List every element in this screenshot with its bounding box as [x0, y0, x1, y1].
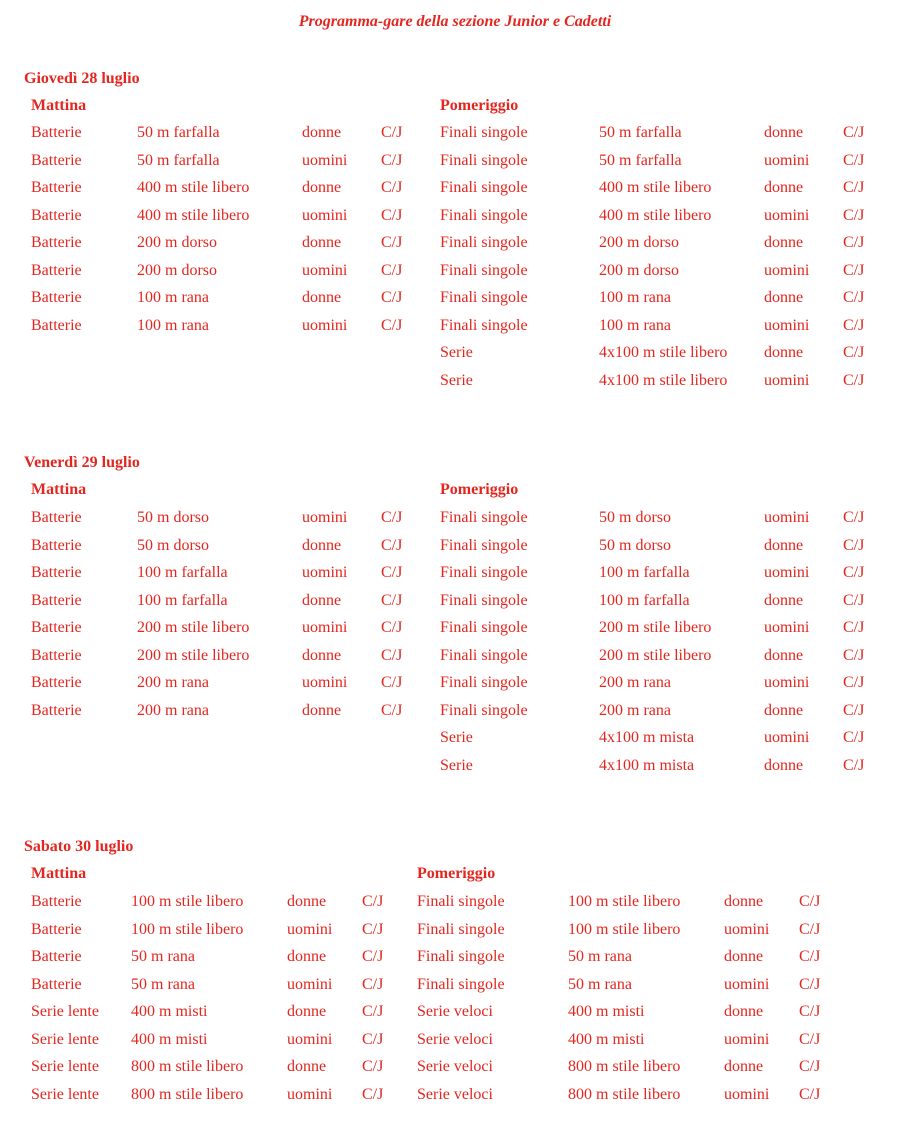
event-gender: donne — [302, 124, 342, 141]
event-distance: 200 m stile libero — [599, 646, 712, 664]
event-type: Finali singole — [440, 289, 528, 306]
event-category: C/J — [843, 371, 865, 389]
event-gender: uomini — [302, 509, 348, 526]
event-gender: uomini — [302, 151, 348, 169]
morning-heading: Mattina — [31, 865, 87, 882]
event-category: C/J — [381, 674, 403, 691]
event-gender: donne — [764, 701, 804, 719]
event-distance: 100 m rana — [137, 316, 209, 334]
event-type: Batterie — [31, 316, 82, 334]
event-gender: uomini — [302, 619, 348, 636]
event-category: C/J — [843, 151, 865, 169]
event-type: Finali singole — [440, 701, 528, 719]
event-gender: donne — [302, 646, 342, 664]
event-distance: 4x100 m stile libero — [599, 371, 728, 389]
event-distance: 100 m stile libero — [131, 893, 244, 910]
event-category: C/J — [843, 124, 865, 141]
event-gender: donne — [764, 756, 804, 774]
event-gender: uomini — [764, 509, 810, 526]
event-type: Serie veloci — [417, 1085, 493, 1103]
event-type: Batterie — [31, 674, 82, 691]
event-type: Batterie — [31, 179, 82, 196]
event-gender: uomini — [287, 1030, 333, 1048]
event-type: Batterie — [31, 289, 82, 306]
event-type: Finali singole — [440, 674, 528, 691]
event-category: C/J — [843, 564, 865, 581]
event-type: Finali singole — [440, 509, 528, 526]
event-gender: uomini — [724, 1030, 770, 1048]
event-distance: 100 m stile libero — [131, 920, 244, 938]
event-category: C/J — [843, 289, 865, 306]
event-distance: 200 m dorso — [137, 261, 217, 279]
event-category: C/J — [843, 344, 865, 361]
event-type: Batterie — [31, 591, 82, 609]
event-gender: uomini — [764, 674, 810, 691]
event-distance: 100 m rana — [137, 289, 209, 306]
event-category: C/J — [381, 234, 403, 251]
event-distance: 100 m rana — [599, 289, 671, 306]
event-gender: donne — [764, 591, 804, 609]
event-distance: 200 m dorso — [137, 234, 217, 251]
event-distance: 50 m farfalla — [137, 151, 220, 169]
event-type: Serie veloci — [417, 1003, 493, 1020]
event-distance: 50 m dorso — [599, 536, 671, 554]
event-category: C/J — [381, 619, 403, 636]
afternoon-heading: Pomeriggio — [440, 481, 519, 498]
event-distance: 100 m stile libero — [568, 893, 681, 910]
event-gender: donne — [302, 234, 342, 251]
event-distance: 100 m farfalla — [137, 591, 228, 609]
event-type: Batterie — [31, 619, 82, 636]
event-gender: donne — [724, 948, 764, 965]
event-type: Batterie — [31, 893, 82, 910]
day-heading: Giovedì 28 luglio — [24, 70, 140, 87]
event-distance: 800 m stile libero — [568, 1058, 681, 1075]
event-distance: 200 m stile libero — [599, 619, 712, 636]
event-distance: 50 m rana — [568, 948, 632, 965]
event-distance: 800 m stile libero — [131, 1058, 244, 1075]
event-category: C/J — [362, 920, 384, 938]
event-gender: uomini — [302, 674, 348, 691]
event-category: C/J — [843, 234, 865, 251]
event-type: Batterie — [31, 920, 82, 938]
event-distance: 200 m rana — [137, 701, 209, 719]
event-distance: 400 m misti — [568, 1003, 645, 1020]
event-gender: uomini — [764, 261, 810, 279]
event-gender: donne — [764, 289, 804, 306]
event-category: C/J — [362, 1030, 384, 1048]
event-type: Batterie — [31, 124, 82, 141]
event-type: Finali singole — [440, 591, 528, 609]
event-category: C/J — [799, 948, 821, 965]
event-gender: uomini — [764, 619, 810, 636]
event-distance: 100 m farfalla — [137, 564, 228, 581]
event-gender: uomini — [724, 975, 770, 993]
event-distance: 200 m dorso — [599, 261, 679, 279]
event-type: Serie veloci — [417, 1058, 493, 1075]
event-distance: 50 m rana — [131, 975, 195, 993]
event-category: C/J — [381, 536, 403, 554]
event-category: C/J — [381, 509, 403, 526]
event-type: Batterie — [31, 564, 82, 581]
event-gender: donne — [764, 344, 804, 361]
event-category: C/J — [381, 151, 403, 169]
event-type: Finali singole — [440, 536, 528, 554]
event-type: Serie lente — [31, 1085, 99, 1103]
event-gender: donne — [302, 591, 342, 609]
event-gender: uomini — [302, 261, 348, 279]
event-gender: donne — [287, 1003, 327, 1020]
morning-heading: Mattina — [31, 97, 87, 114]
event-distance: 100 m farfalla — [599, 564, 690, 581]
event-gender: donne — [724, 893, 764, 910]
event-distance: 400 m misti — [131, 1030, 208, 1048]
event-type: Serie — [440, 729, 473, 746]
event-distance: 400 m misti — [568, 1030, 645, 1048]
event-category: C/J — [799, 975, 821, 993]
event-gender: uomini — [764, 316, 810, 334]
event-type: Serie lente — [31, 1003, 99, 1020]
event-category: C/J — [843, 316, 865, 334]
morning-heading: Mattina — [31, 481, 87, 498]
event-gender: donne — [764, 536, 804, 554]
event-type: Finali singole — [417, 893, 505, 910]
event-gender: uomini — [764, 206, 810, 224]
document-title: Programma-gare della sezione Junior e Cadetti — [298, 13, 612, 30]
event-category: C/J — [362, 948, 384, 965]
event-distance: 50 m farfalla — [599, 124, 682, 141]
event-category: C/J — [381, 316, 403, 334]
event-category: C/J — [799, 920, 821, 938]
event-gender: donne — [287, 948, 327, 965]
event-category: C/J — [381, 124, 403, 141]
afternoon-heading: Pomeriggio — [440, 97, 519, 114]
event-distance: 4x100 m stile libero — [599, 344, 728, 361]
event-type: Serie veloci — [417, 1030, 493, 1048]
event-category: C/J — [362, 1085, 384, 1103]
event-type: Finali singole — [440, 564, 528, 581]
event-type: Serie — [440, 371, 473, 389]
event-category: C/J — [381, 591, 403, 609]
event-distance: 100 m farfalla — [599, 591, 690, 609]
event-distance: 400 m stile libero — [599, 179, 712, 196]
event-category: C/J — [843, 729, 865, 746]
event-distance: 4x100 m mista — [599, 756, 695, 774]
event-distance: 200 m rana — [137, 674, 209, 691]
event-category: C/J — [843, 674, 865, 691]
day-heading: Venerdì 29 luglio — [24, 454, 140, 471]
event-category: C/J — [362, 893, 384, 910]
event-category: C/J — [843, 756, 865, 774]
event-category: C/J — [381, 179, 403, 196]
event-gender: donne — [764, 234, 804, 251]
event-category: C/J — [362, 1003, 384, 1020]
event-distance: 400 m misti — [131, 1003, 208, 1020]
event-type: Finali singole — [440, 124, 528, 141]
event-category: C/J — [381, 701, 403, 719]
event-distance: 100 m rana — [599, 316, 671, 334]
event-distance: 50 m farfalla — [137, 124, 220, 141]
event-type: Batterie — [31, 261, 82, 279]
event-distance: 800 m stile libero — [131, 1085, 244, 1103]
event-category: C/J — [843, 646, 865, 664]
event-distance: 200 m stile libero — [137, 646, 250, 664]
event-type: Batterie — [31, 206, 82, 224]
event-distance: 200 m stile libero — [137, 619, 250, 636]
event-gender: donne — [764, 646, 804, 664]
event-type: Batterie — [31, 701, 82, 719]
event-category: C/J — [799, 1085, 821, 1103]
event-gender: uomini — [724, 920, 770, 938]
event-distance: 50 m dorso — [137, 509, 209, 526]
event-gender: donne — [287, 893, 327, 910]
event-category: C/J — [843, 591, 865, 609]
event-gender: donne — [287, 1058, 327, 1075]
event-type: Finali singole — [440, 234, 528, 251]
event-type: Finali singole — [440, 619, 528, 636]
event-category: C/J — [381, 646, 403, 664]
event-distance: 400 m stile libero — [137, 206, 250, 224]
event-category: C/J — [843, 619, 865, 636]
event-gender: uomini — [724, 1085, 770, 1103]
event-category: C/J — [381, 564, 403, 581]
event-gender: uomini — [287, 975, 333, 993]
event-distance: 200 m rana — [599, 674, 671, 691]
event-type: Batterie — [31, 948, 82, 965]
event-distance: 400 m stile libero — [599, 206, 712, 224]
event-category: C/J — [381, 261, 403, 279]
event-distance: 400 m stile libero — [137, 179, 250, 196]
event-distance: 200 m rana — [599, 701, 671, 719]
event-gender: donne — [764, 124, 804, 141]
event-type: Finali singole — [440, 179, 528, 196]
event-type: Finali singole — [417, 975, 505, 993]
event-type: Batterie — [31, 646, 82, 664]
event-category: C/J — [843, 206, 865, 224]
event-type: Batterie — [31, 151, 82, 169]
event-category: C/J — [362, 975, 384, 993]
event-category: C/J — [381, 206, 403, 224]
event-type: Finali singole — [417, 948, 505, 965]
event-gender: uomini — [287, 1085, 333, 1103]
event-type: Batterie — [31, 509, 82, 526]
event-distance: 100 m stile libero — [568, 920, 681, 938]
event-category: C/J — [799, 893, 821, 910]
event-category: C/J — [843, 509, 865, 526]
event-type: Serie lente — [31, 1030, 99, 1048]
event-type: Batterie — [31, 234, 82, 251]
event-type: Finali singole — [440, 151, 528, 169]
event-type: Finali singole — [440, 206, 528, 224]
event-distance: 200 m dorso — [599, 234, 679, 251]
event-distance: 50 m rana — [131, 948, 195, 965]
event-gender: uomini — [764, 729, 810, 746]
event-type: Batterie — [31, 975, 82, 993]
event-gender: uomini — [302, 564, 348, 581]
event-category: C/J — [799, 1030, 821, 1048]
event-type: Finali singole — [440, 316, 528, 334]
event-category: C/J — [843, 179, 865, 196]
event-gender: donne — [724, 1003, 764, 1020]
event-distance: 4x100 m mista — [599, 729, 695, 746]
event-type: Serie — [440, 344, 473, 361]
event-distance: 50 m rana — [568, 975, 632, 993]
event-category: C/J — [799, 1058, 821, 1075]
afternoon-heading: Pomeriggio — [417, 865, 496, 882]
event-gender: uomini — [287, 920, 333, 938]
event-type: Batterie — [31, 536, 82, 554]
event-distance: 800 m stile libero — [568, 1085, 681, 1103]
event-gender: donne — [302, 289, 342, 306]
event-gender: uomini — [764, 371, 810, 389]
event-type: Finali singole — [417, 920, 505, 938]
event-distance: 50 m farfalla — [599, 151, 682, 169]
event-type: Serie — [440, 756, 473, 774]
event-category: C/J — [381, 289, 403, 306]
event-category: C/J — [362, 1058, 384, 1075]
event-gender: donne — [724, 1058, 764, 1075]
event-gender: donne — [302, 536, 342, 554]
event-gender: uomini — [302, 206, 348, 224]
event-distance: 50 m dorso — [599, 509, 671, 526]
event-category: C/J — [843, 261, 865, 279]
event-type: Serie lente — [31, 1058, 99, 1075]
event-category: C/J — [799, 1003, 821, 1020]
event-category: C/J — [843, 536, 865, 554]
event-distance: 50 m dorso — [137, 536, 209, 554]
event-type: Finali singole — [440, 261, 528, 279]
event-gender: donne — [764, 179, 804, 196]
event-gender: donne — [302, 701, 342, 719]
event-type: Finali singole — [440, 646, 528, 664]
event-gender: uomini — [302, 316, 348, 334]
event-gender: donne — [302, 179, 342, 196]
day-heading: Sabato 30 luglio — [24, 838, 134, 855]
event-gender: uomini — [764, 151, 810, 169]
event-gender: uomini — [764, 564, 810, 581]
event-category: C/J — [843, 701, 865, 719]
